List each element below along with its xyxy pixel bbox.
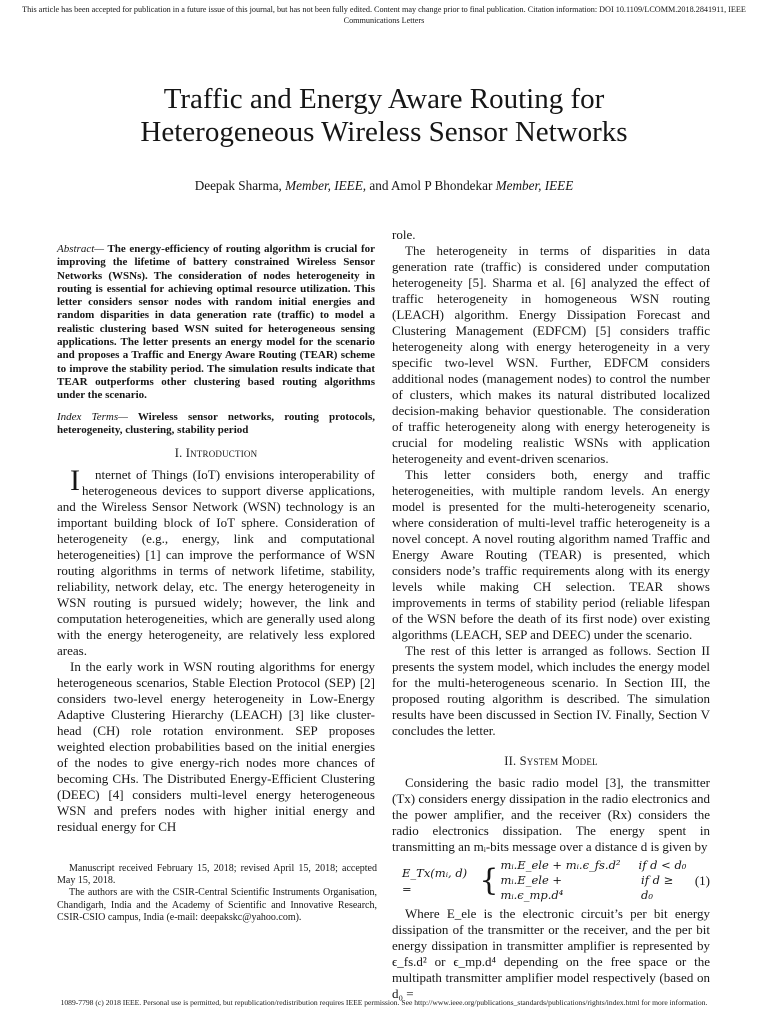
section-1-heading — [57, 445, 375, 461]
footnote-line-2: The authors are with the CSIR-Central Scientific Instruments Organisation, Chandigarh, India and the Academy of Scientific and Innovative Research, CSIR-CSIO campus, India (e-mail: deepakskc@yahoo.com). — [57, 887, 377, 923]
footnote — [57, 863, 377, 924]
author-2-affiliation: Member, IEEE — [495, 178, 574, 193]
equation-case-2 — [500, 873, 686, 903]
author-1: Deepak Sharma, — [194, 178, 282, 193]
section-2-number: II. — [504, 754, 517, 768]
section-1-title: Introduction — [185, 446, 258, 461]
section-2-heading — [392, 753, 710, 769]
equation-case-1-cond: if d < d₀ — [638, 858, 687, 872]
index-terms — [57, 411, 375, 438]
index-terms-label: Index Terms— — [57, 410, 128, 423]
abstract — [57, 243, 375, 403]
intro-paragraph-2-continued: role. — [392, 227, 416, 242]
author-1-affiliation: Member, IEEE, — [285, 178, 367, 193]
right-column — [392, 227, 710, 1002]
author-2: Amol P Bhondekar — [391, 178, 493, 193]
equation-case-1 — [500, 858, 686, 873]
equation-brace: { — [479, 862, 499, 898]
footer-notice: 1089-7798 (c) 2018 IEEE. Personal use is permitted, but republication/redistribution requires IEEE permission. See http://www.ieee.org/publications_standards/publications/rights/index.html for more information. — [60, 998, 708, 1007]
equation-number: (1) — [694, 872, 710, 888]
abstract-text: The energy-efficiency of routing algorithm is crucial for improving the lifetime of battery constrained Wireless Sensor Networks (WSNs). The consideration of nodes heterogeneity in routing is essential for achieving optimal resource utilization. This letter considers sensor nodes with random initial energies and random disparities in data generation rate (traffic) to model a realistic clustering based WSN suited for heterogeneous sensing applications. The letter presents an energy model for the scenario and proposes a Traffic and Energy Aware Routing (TEAR) scheme to improve the stability period. The simulation results indicate that TEAR outperforms other clustering based routing algorithms under the scenario. — [57, 243, 375, 402]
author-line — [0, 178, 768, 194]
title-line-2: Heterogeneous Wireless Sensor Networks — [140, 116, 628, 148]
abstract-label: Abstract— — [57, 243, 105, 255]
section-1-number: I. — [174, 446, 183, 461]
intro-paragraph-3: The heterogeneity in terms of disparities in data generation rate (traffic) is considered under computation heterogeneity [5]. Sharma et al. [6] analyzed the effect of traffic heterogeneity in homogeneous WSN routing (LEACH) algorithm. Energy Dissipation Forecast and Clustering Management (EDFCM) [5] considers traffic heterogeneity along with energy heterogeneity in a very specific two-level WSN. Further, EDFCM considers additional nodes (management nodes) to control the number of clusters, which makes its natural distributed localized decision-making behavior questionable. The consideration of traffic heterogeneity along with energy heterogeneity is crucial for modeling realistic WSNs with application heterogeneity and event-driven scenarios. — [392, 243, 710, 466]
header-notice: This article has been accepted for publication in a future issue of this journal, but has not been fully edited. Content may change prior to final publication. Citation information: DOI 10.1109/LCOMM.2018.2841911, IEEE Communications Letters — [22, 5, 746, 25]
intro-paragraph-2: In the early work in WSN routing algorithms for energy heterogeneous scenarios, Stable Election Protocol (SEP) [2] considers two-level energy heterogeneity in Low-Energy Adaptive Clustering Hierarchy (LEACH) [3] like cluster-head (CH) role rotation environment. SEP proposes weighted election probabilities based on the initial energies of the nodes to give energy-rich nodes more chances of becoming CHs. The Distributed Energy-Efficient Clustering (DEEC) [4] considers multi-level energy heterogeneous WSN and prefers nodes with higher initial energy and residual energy for CH — [57, 659, 375, 835]
footnote-line-1: Manuscript received February 15, 2018; revised April 15, 2018; accepted May 15, 2018. — [57, 863, 377, 887]
intro-paragraph-4: This letter considers both, energy and traffic heterogeneities, with multiple random levels. An energy model is presented for the multi-heterogeneity scenario, where consideration of multi-level traffic heterogeneity is a novel concept. A novel routing algorithm named Traffic and Energy Aware Routing (TEAR) is presented, which considers node’s traffic requirements along with its energy levels while making CH selection. TEAR shows improvements in terms of stability period (reliable lifespan of the WSN before the death of its first node) over existing algorithms (LEACH, SEP and DEEC) under the scenario. — [392, 467, 710, 642]
system-model-paragraph-1: Considering the basic radio model [3], the transmitter (Tx) considers energy dissipation in the radio electronics and the power amplifier, and the receiver (Rx) considers the radio electronics dissipation. The energy spent in transmitting an mᵢ-bits message over a distance d is given by — [392, 775, 710, 854]
drop-cap: I — [70, 464, 80, 498]
equation-lhs: E_Tx(mᵢ, d) = — [402, 865, 468, 896]
paper-title — [0, 83, 768, 149]
equation-case-2-expr: mᵢ.E_ele + mᵢ.ϵ_mp.d⁴ — [500, 873, 564, 902]
equation-cases — [500, 858, 686, 903]
index-terms-text: Wireless sensor networks, routing protocols, heterogeneity, clustering, stability period — [57, 410, 375, 436]
author-conjunction: and — [369, 178, 389, 193]
left-column — [57, 243, 375, 835]
section-2-title: System Model — [519, 754, 598, 768]
intro-paragraph-5: The rest of this letter is arranged as follows. Section II presents the system model, which includes the energy model for the multi-heterogeneous scenario. In Section III, the proposed routing algorithm is described. The simulation results have been discussed in Section IV. Finally, Section V concludes the letter. — [392, 643, 710, 738]
equation-1 — [402, 858, 710, 903]
system-model-paragraph-2: Where E_ele is the electronic circuit’s per bit energy dissipation of the transmitter or the receiver, and the per bit energy dissipation in transmitter amplifier is represented by ϵ_fs.d² or ϵ_mp.d⁴ depending on the free space or the multipath transmitter amplifier model respectively (based on d₀ = — [392, 906, 710, 1001]
intro-paragraph-1-text: nternet of Things (IoT) envisions interoperability of heterogeneous devices to support diverse applications, and the Wireless Sensor Network (WSN) technology is an important building block of IoT sphere. Consideration of heterogeneity (e.g., energy, link and computational heterogeneities) [1] can improve the performance of WSN routing algorithms in terms of network lifetime, stability, reliability, network delay, etc. The energy heterogeneity in WSN routing is pursued widely; however, the link and computation heterogeneities, which are generally used along with the energy heterogeneity, are relatively less explored areas. — [57, 467, 375, 659]
equation-case-1-expr: mᵢ.E_ele + mᵢ.ϵ_fs.d² — [500, 858, 621, 872]
equation-case-2-cond: if d ≥ d₀ — [641, 873, 674, 902]
intro-paragraph-1 — [57, 464, 375, 659]
title-line-1: Traffic and Energy Aware Routing for — [163, 83, 605, 115]
